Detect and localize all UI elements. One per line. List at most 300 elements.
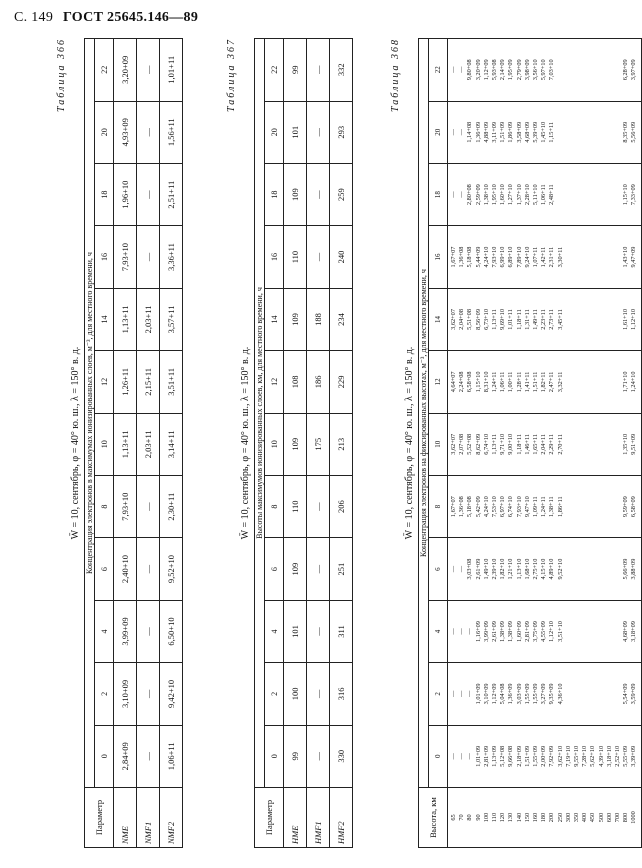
value-cell: 3,18+10 bbox=[605, 745, 613, 767]
value-cell: 1,00+11 bbox=[507, 371, 515, 393]
value-cell bbox=[589, 352, 597, 411]
table-367-caption: W̄ = 10, сентябрь, φ = 40° ю. ш., λ = 150° в. д. bbox=[240, 346, 251, 540]
value-cell bbox=[614, 290, 622, 349]
value-cell: 1,38+09 bbox=[499, 621, 507, 642]
value-cell bbox=[614, 103, 622, 162]
value-cell: 229 bbox=[330, 351, 353, 413]
height-value: 90 bbox=[474, 814, 482, 821]
value-cell: 2,15+11 bbox=[137, 351, 160, 413]
value-cell: 3,11+09 bbox=[491, 121, 499, 143]
value-cell: 6,74+10 bbox=[482, 433, 490, 455]
value-cell bbox=[589, 40, 597, 100]
value-cell: 2,75+10 bbox=[532, 558, 540, 580]
value-cell: 2,81+09 bbox=[482, 745, 490, 767]
value-cell: 1,36+09 bbox=[507, 683, 515, 705]
value-cell: 7,03+10 bbox=[548, 59, 556, 81]
value-cell bbox=[589, 602, 597, 661]
value-cell bbox=[589, 539, 597, 598]
value-cell: 332 bbox=[330, 39, 353, 102]
value-cell: 5,51+08 bbox=[466, 309, 474, 330]
value-cell: — bbox=[450, 66, 457, 73]
value-cell: 1,67+07 bbox=[450, 246, 457, 268]
value-column bbox=[448, 663, 642, 725]
value-cell: 1,42+11 bbox=[540, 246, 548, 268]
value-cell: 1,55+09 bbox=[523, 683, 531, 705]
value-cell: 4,55+09 bbox=[540, 621, 548, 642]
value-cell: 3,14+11 bbox=[160, 413, 183, 475]
table-368 bbox=[418, 38, 642, 848]
value-cell: 2,04+11 bbox=[540, 433, 548, 455]
value-cell bbox=[573, 602, 581, 661]
value-cell bbox=[598, 103, 606, 162]
value-cell: 2,59+09 bbox=[474, 184, 482, 206]
value-column bbox=[448, 226, 642, 288]
value-cell: 1,15+10 bbox=[622, 184, 630, 206]
value-cell: — bbox=[137, 725, 160, 787]
value-cell: — bbox=[137, 475, 160, 537]
height-value: 180 bbox=[540, 812, 548, 823]
value-cell: 5,56+09 bbox=[630, 121, 638, 143]
value-cell bbox=[589, 165, 597, 224]
param-header: Параметр bbox=[255, 788, 284, 848]
value-cell: — bbox=[458, 129, 466, 136]
value-cell bbox=[573, 103, 581, 162]
height-value: 500 bbox=[597, 812, 605, 823]
value-cell: 1,35+10 bbox=[622, 433, 630, 455]
value-cell bbox=[598, 40, 606, 100]
table-368-caption: W̄ = 10, сентябрь, φ = 40° ю. ш., λ = 150° в. д. bbox=[404, 346, 415, 540]
value-cell: 1,12+09 bbox=[482, 59, 490, 81]
value-cell: 6,99+10 bbox=[499, 246, 507, 268]
value-cell: 8,35+09 bbox=[622, 121, 630, 143]
value-cell bbox=[581, 539, 589, 598]
value-cell: 1,09+11 bbox=[532, 496, 540, 517]
value-cell bbox=[565, 415, 573, 474]
value-cell: 1,56+11 bbox=[160, 101, 183, 163]
value-cell: — bbox=[458, 753, 466, 760]
value-cell: 9,66+08 bbox=[507, 745, 515, 767]
value-cell: — bbox=[307, 475, 330, 537]
value-cell: 5,39+09 bbox=[532, 121, 540, 143]
value-cell: 1,24+11 bbox=[491, 371, 499, 393]
value-cell: 4,24+10 bbox=[482, 496, 490, 518]
value-cell: 4,93+09 bbox=[114, 101, 137, 163]
value-cell bbox=[565, 352, 573, 411]
value-cell bbox=[614, 40, 622, 100]
value-cell: 1,60+10 bbox=[499, 184, 507, 206]
value-cell bbox=[581, 602, 589, 661]
value-cell: 1,45+10 bbox=[540, 121, 548, 143]
value-cell: 108 bbox=[284, 351, 307, 413]
value-cell: 5,52+08 bbox=[466, 433, 474, 455]
value-cell: 5,44+09 bbox=[474, 246, 482, 268]
value-cell: 1,21+10 bbox=[507, 558, 515, 580]
value-cell: 1,49+11 bbox=[532, 309, 540, 330]
value-cell: 110 bbox=[284, 475, 307, 537]
value-cell bbox=[606, 290, 614, 349]
value-cell: 9,00+10 bbox=[507, 433, 515, 455]
value-cell: 1,01+09 bbox=[474, 683, 482, 705]
table-367 bbox=[254, 38, 353, 848]
value-cell bbox=[573, 477, 581, 536]
hour-header: 4 bbox=[429, 600, 448, 662]
value-cell: 4,36+10 bbox=[556, 683, 564, 705]
value-cell: 1,95+10 bbox=[491, 184, 499, 206]
value-cell: 6,28+09 bbox=[622, 59, 630, 81]
hour-header: 14 bbox=[95, 288, 114, 350]
value-cell: 9,35+09 bbox=[548, 683, 556, 705]
value-cell: 1,18+11 bbox=[515, 433, 523, 455]
value-cell: 1,06+11 bbox=[499, 371, 507, 393]
value-cell: 1,24+11 bbox=[540, 496, 548, 517]
value-cell bbox=[598, 664, 606, 723]
value-cell: 1,01+11 bbox=[160, 39, 183, 102]
value-cell: 7,93+10 bbox=[114, 475, 137, 537]
param-cell: HME bbox=[284, 788, 307, 848]
value-cell: 293 bbox=[330, 101, 353, 163]
value-cell: 4,88+09 bbox=[482, 121, 490, 143]
hour-header: 20 bbox=[265, 101, 284, 163]
value-cell bbox=[606, 165, 614, 224]
value-cell: — bbox=[307, 663, 330, 725]
value-cell: 1,95+09 bbox=[507, 59, 515, 81]
value-cell: 311 bbox=[330, 600, 353, 662]
height-value: 160 bbox=[532, 812, 540, 823]
table-366-block bbox=[56, 38, 183, 848]
value-cell bbox=[565, 290, 573, 349]
hour-header: 22 bbox=[429, 39, 448, 102]
value-cell: 5,93+08 bbox=[491, 59, 499, 81]
hour-header: 12 bbox=[265, 351, 284, 413]
value-cell: 9,42+10 bbox=[160, 663, 183, 725]
hour-header: 18 bbox=[95, 163, 114, 225]
value-cell: — bbox=[450, 129, 457, 136]
value-cell bbox=[581, 352, 589, 411]
value-cell: 8,31+10 bbox=[482, 371, 490, 393]
value-cell bbox=[565, 227, 573, 286]
value-cell: 2,31+11 bbox=[548, 246, 556, 268]
value-cell: 2,24+08 bbox=[458, 371, 466, 393]
height-value: 65 bbox=[450, 814, 457, 821]
hour-header: 22 bbox=[265, 39, 284, 102]
value-cell: 4,89+10 bbox=[548, 558, 556, 580]
value-cell: 7,93+10 bbox=[114, 226, 137, 288]
value-column bbox=[448, 725, 642, 787]
value-cell bbox=[565, 165, 573, 224]
value-cell: — bbox=[450, 690, 457, 698]
value-cell bbox=[565, 477, 573, 536]
value-cell: 3,75+09 bbox=[532, 621, 540, 642]
value-cell: 4,39+10 bbox=[597, 745, 605, 767]
value-cell: 1,86+11 bbox=[556, 496, 564, 517]
value-cell: 6,74+10 bbox=[507, 496, 515, 518]
value-cell: 3,03+08 bbox=[466, 558, 474, 580]
value-cell: 3,56+10 bbox=[532, 59, 540, 81]
value-cell: 99 bbox=[284, 39, 307, 102]
value-cell: 1,41+11 bbox=[523, 371, 531, 393]
value-column bbox=[448, 413, 642, 475]
value-cell: 1,38+10 bbox=[482, 184, 490, 206]
value-cell: 2,23+11 bbox=[540, 309, 548, 330]
value-cell bbox=[589, 227, 597, 286]
value-cell: 1,46+11 bbox=[523, 433, 531, 455]
value-cell: 3,99+09 bbox=[482, 621, 490, 642]
value-cell: 2,14+09 bbox=[499, 59, 507, 81]
value-cell bbox=[581, 664, 589, 723]
value-cell: — bbox=[307, 600, 330, 662]
value-cell: — bbox=[466, 753, 474, 760]
value-cell: 206 bbox=[330, 475, 353, 537]
value-cell: 6,50+10 bbox=[160, 600, 183, 662]
hour-header: 4 bbox=[265, 600, 284, 662]
value-cell bbox=[573, 664, 581, 723]
value-cell: 7,93+10 bbox=[491, 246, 499, 268]
value-cell: 3,30+11 bbox=[556, 246, 564, 268]
value-cell bbox=[565, 40, 573, 100]
hour-header: 16 bbox=[429, 226, 448, 288]
page-number: С. 149 bbox=[14, 10, 54, 25]
value-cell: 259 bbox=[330, 163, 353, 225]
value-cell bbox=[565, 103, 573, 162]
value-cell: 3,18+09 bbox=[630, 621, 638, 642]
value-cell: 3,45+11 bbox=[556, 309, 564, 330]
table-366-subheader: Концентрация электронов в максимумах ионизированных слоев, м⁻³, для местного времени, ч bbox=[85, 39, 95, 788]
hour-header: 14 bbox=[265, 288, 284, 350]
table-367-subheader: Высоты максимумов ионизированных слоев, км, для местного времени, ч bbox=[255, 39, 265, 788]
table-366-caption: W̄ = 10, сентябрь, φ = 40° ю. ш., λ = 150° в. д. bbox=[70, 346, 81, 540]
value-cell bbox=[573, 539, 581, 598]
height-value: 1000 bbox=[630, 811, 638, 824]
height-value: 400 bbox=[581, 812, 589, 823]
value-cell bbox=[557, 40, 565, 100]
value-cell: 2,03+11 bbox=[137, 413, 160, 475]
value-cell: 100 bbox=[284, 663, 307, 725]
height-value: 100 bbox=[482, 812, 490, 823]
value-cell bbox=[557, 165, 565, 224]
value-cell: — bbox=[137, 538, 160, 600]
height-value: 130 bbox=[507, 812, 515, 823]
value-cell: 3,98+09 bbox=[523, 59, 531, 81]
table-row bbox=[330, 39, 353, 848]
value-cell: 3,10+09 bbox=[114, 663, 137, 725]
value-cell: — bbox=[307, 39, 330, 102]
value-cell bbox=[581, 415, 589, 474]
height-value: 120 bbox=[499, 812, 507, 823]
value-cell: 1,36+08 bbox=[458, 496, 466, 518]
height-value: 140 bbox=[515, 812, 523, 823]
value-cell: 2,30+11 bbox=[160, 475, 183, 537]
value-cell: 4,68+09 bbox=[622, 621, 630, 642]
value-cell: 9,69+10 bbox=[499, 309, 507, 330]
value-cell: 1,49+10 bbox=[482, 558, 490, 580]
hour-header: 6 bbox=[429, 538, 448, 600]
value-column bbox=[448, 163, 642, 225]
table-368-label: Таблица 368 bbox=[390, 38, 401, 112]
value-cell: 2,07+08 bbox=[458, 433, 466, 455]
hour-header: 8 bbox=[95, 475, 114, 537]
value-cell bbox=[598, 477, 606, 536]
value-cell bbox=[614, 352, 622, 411]
value-column bbox=[448, 600, 642, 662]
value-cell: 3,20+09 bbox=[474, 59, 482, 81]
height-value: 800 bbox=[622, 812, 630, 823]
value-cell: 1,60+09 bbox=[515, 621, 523, 642]
value-cell: 9,24+10 bbox=[523, 246, 531, 268]
value-cell bbox=[614, 165, 622, 224]
value-cell: 3,99+09 bbox=[114, 600, 137, 662]
value-cell: 6,89+10 bbox=[507, 246, 515, 268]
value-cell: 7,89+10 bbox=[515, 246, 523, 268]
value-cell: 1,28+11 bbox=[515, 371, 523, 393]
value-cell bbox=[598, 165, 606, 224]
value-cell: 2,28+10 bbox=[523, 184, 531, 206]
value-cell bbox=[614, 477, 622, 536]
value-column bbox=[448, 288, 642, 350]
value-cell: 109 bbox=[284, 288, 307, 350]
value-cell: 1,38+11 bbox=[548, 496, 556, 517]
value-cell: 1,71+10 bbox=[622, 371, 630, 393]
table-row bbox=[137, 39, 160, 848]
value-cell: 1,13+10 bbox=[515, 558, 523, 580]
value-cell: 2,48+11 bbox=[548, 184, 556, 205]
hour-header: 8 bbox=[429, 475, 448, 537]
table-368-subheader: Концентрация электронов на фиксированных высотах, м⁻³, для местного времени, ч bbox=[419, 39, 429, 788]
value-cell: — bbox=[458, 628, 466, 635]
height-header: Высота, км bbox=[419, 788, 448, 848]
value-cell bbox=[573, 227, 581, 286]
value-cell: 9,59+09 bbox=[622, 496, 630, 518]
value-column bbox=[448, 39, 642, 102]
height-value: 300 bbox=[564, 812, 572, 823]
hour-header: 2 bbox=[95, 663, 114, 725]
value-cell: 101 bbox=[284, 101, 307, 163]
value-cell bbox=[598, 227, 606, 286]
value-cell: 9,80+08 bbox=[466, 59, 474, 81]
table-367-block bbox=[226, 38, 353, 848]
value-cell: 7,33+09 bbox=[630, 184, 638, 206]
value-cell: 1,51+09 bbox=[499, 121, 507, 143]
hour-header: 0 bbox=[95, 725, 114, 787]
value-cell bbox=[573, 165, 581, 224]
value-cell: 186 bbox=[307, 351, 330, 413]
value-cell: — bbox=[458, 690, 466, 698]
value-cell: 3,10+09 bbox=[482, 683, 490, 705]
value-cell: 3,27+09 bbox=[540, 683, 548, 705]
value-cell: 1,06+11 bbox=[160, 725, 183, 787]
param-cell: HMF2 bbox=[330, 788, 353, 848]
value-cell bbox=[565, 602, 573, 661]
table-366-label: Таблица 366 bbox=[56, 38, 67, 112]
value-cell: — bbox=[137, 600, 160, 662]
hour-header: 12 bbox=[95, 351, 114, 413]
hour-header: 10 bbox=[95, 413, 114, 475]
value-cell bbox=[581, 103, 589, 162]
value-cell: 2,84+09 bbox=[114, 725, 137, 787]
value-cell bbox=[589, 415, 597, 474]
value-cell: 9,47+09 bbox=[630, 246, 638, 268]
value-cell: 6,97+10 bbox=[499, 496, 507, 518]
value-cell bbox=[589, 477, 597, 536]
value-cell: 3,62+07 bbox=[450, 433, 457, 455]
value-cell: 7,92+09 bbox=[548, 745, 556, 767]
value-cell: 1,96+10 bbox=[114, 163, 137, 225]
value-cell: 1,26+11 bbox=[114, 351, 137, 413]
value-cell: — bbox=[450, 191, 457, 198]
value-cell: 1,86+09 bbox=[507, 121, 515, 143]
value-cell bbox=[614, 539, 622, 598]
value-cell: 1,36+09 bbox=[474, 121, 482, 143]
value-cell: 1,82+10 bbox=[499, 558, 507, 580]
value-cell: 109 bbox=[284, 163, 307, 225]
value-cell: 8,56+09 bbox=[474, 309, 482, 330]
value-cell bbox=[581, 227, 589, 286]
height-value: 70 bbox=[458, 814, 466, 821]
value-cell: — bbox=[137, 226, 160, 288]
value-cell bbox=[589, 664, 597, 723]
value-cell: 109 bbox=[284, 413, 307, 475]
value-cell: — bbox=[137, 663, 160, 725]
value-cell: 1,12+10 bbox=[630, 309, 638, 330]
height-value: 700 bbox=[614, 812, 622, 823]
value-cell: — bbox=[137, 163, 160, 225]
hour-header: 14 bbox=[429, 288, 448, 350]
value-cell: 6,58+08 bbox=[466, 371, 474, 393]
value-cell: 9,52+10 bbox=[556, 558, 564, 580]
value-cell: 1,24+10 bbox=[630, 371, 638, 393]
value-cell bbox=[589, 290, 597, 349]
height-value: 450 bbox=[589, 812, 597, 823]
value-cell bbox=[589, 103, 597, 162]
param-header: Параметр bbox=[85, 788, 114, 848]
value-cell bbox=[573, 352, 581, 411]
value-cell: 1,67+07 bbox=[450, 496, 457, 518]
document-title: ГОСТ 25645.146—89 bbox=[62, 10, 199, 25]
value-cell bbox=[581, 165, 589, 224]
value-cell: 2,39+10 bbox=[491, 558, 499, 580]
value-cell bbox=[598, 290, 606, 349]
value-cell: 2,47+11 bbox=[548, 371, 556, 393]
value-cell: — bbox=[307, 226, 330, 288]
value-cell: 3,62+10 bbox=[556, 745, 564, 767]
value-cell: 3,88+09 bbox=[630, 558, 638, 580]
value-cell: 9,71+10 bbox=[499, 433, 507, 455]
hour-header: 20 bbox=[95, 101, 114, 163]
hour-header: 6 bbox=[95, 538, 114, 600]
value-cell: 3,36+11 bbox=[160, 226, 183, 288]
hour-header: 16 bbox=[95, 226, 114, 288]
value-cell: 2,00+09 bbox=[540, 745, 548, 767]
hour-header: 6 bbox=[265, 538, 284, 600]
value-cell: 1,13+11 bbox=[491, 433, 499, 455]
value-cell: 7,19+10 bbox=[564, 745, 572, 767]
hour-header: 16 bbox=[265, 226, 284, 288]
value-cell: 1,37+10 bbox=[515, 184, 523, 206]
value-cell: 5,54+09 bbox=[622, 683, 630, 705]
value-cell: 1,13+11 bbox=[114, 288, 137, 350]
value-cell: — bbox=[307, 538, 330, 600]
value-cell: 2,04+08 bbox=[458, 309, 466, 330]
table-366 bbox=[84, 38, 183, 848]
value-cell bbox=[606, 227, 614, 286]
value-cell: 2,73+11 bbox=[548, 309, 556, 330]
value-cell: 5,18+08 bbox=[466, 496, 474, 518]
height-value: 200 bbox=[548, 812, 556, 823]
value-cell: 4,68+09 bbox=[523, 121, 531, 143]
value-cell: — bbox=[466, 628, 474, 635]
value-cell: 2,70+11 bbox=[556, 433, 564, 455]
height-value: 250 bbox=[556, 812, 564, 823]
value-cell: 3,97+09 bbox=[630, 59, 638, 81]
